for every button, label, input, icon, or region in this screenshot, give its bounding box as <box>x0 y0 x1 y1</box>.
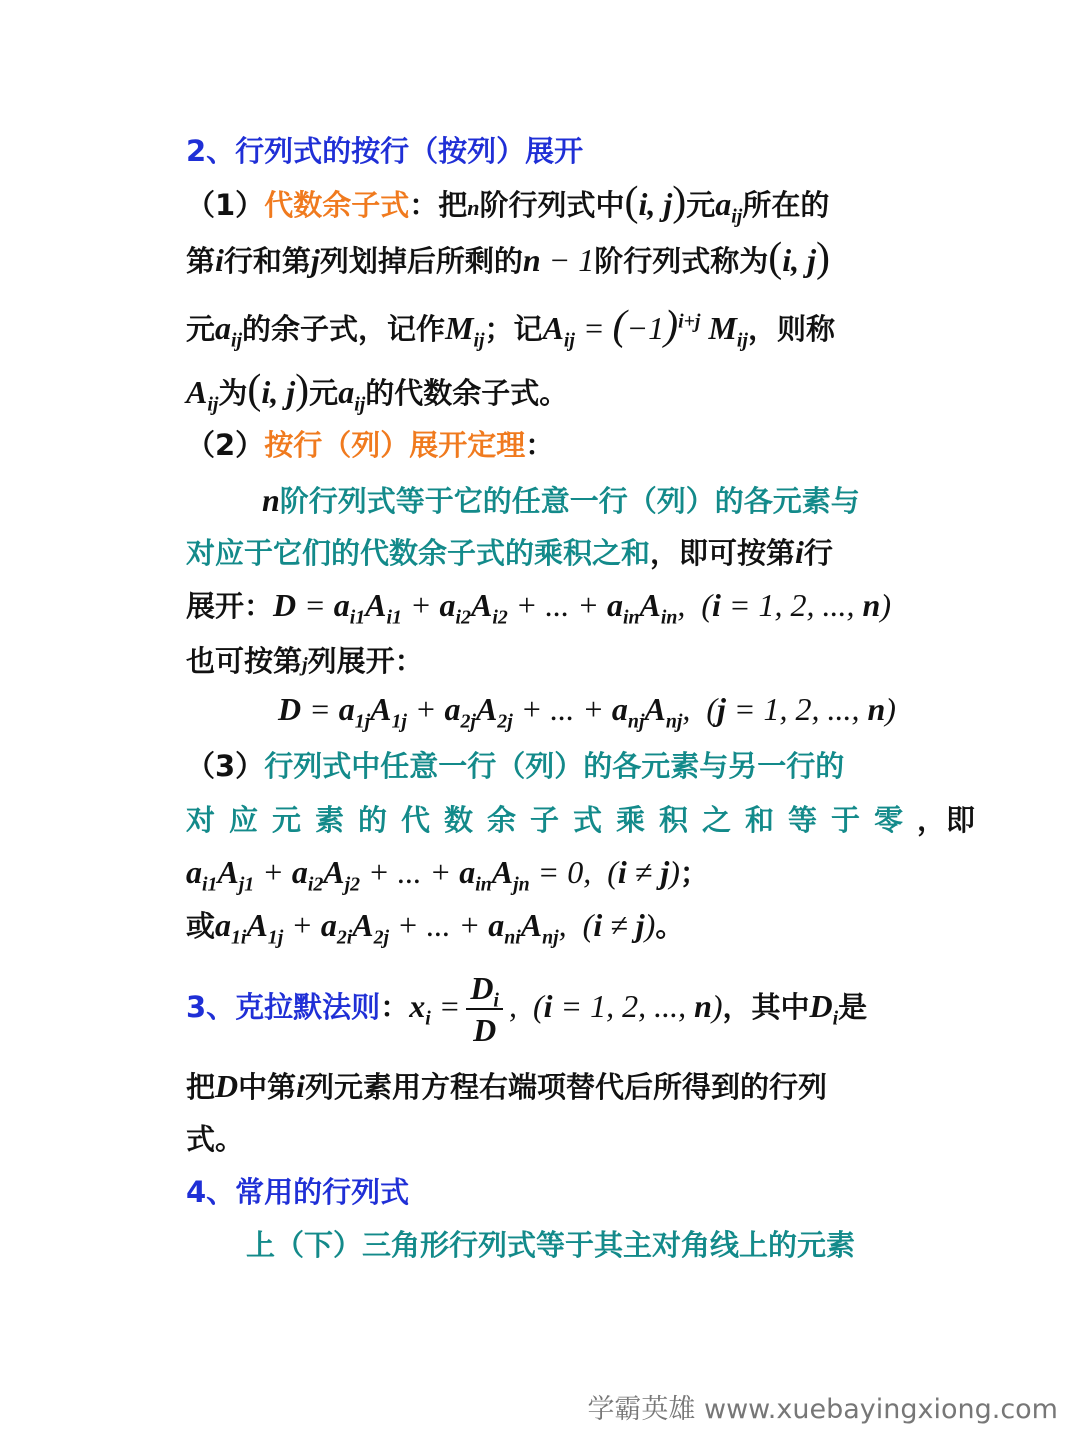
math-i: i <box>296 1068 306 1104</box>
item-number: （1） <box>186 188 265 222</box>
text: ；记 <box>484 312 543 346</box>
math-paren: ) <box>295 367 310 413</box>
cofactor-definition-line-4 <box>186 367 894 416</box>
zero-sum-line-3 <box>186 852 894 896</box>
item-number: （2） <box>186 428 265 462</box>
math-D: D <box>215 1068 239 1104</box>
math-paren: ) <box>672 179 687 225</box>
text: 列划掉后所剩的 <box>319 244 523 278</box>
cramer-rule-line-3: 式。 <box>186 1122 245 1156</box>
section-3-heading: 3、克拉默法则 <box>186 990 381 1024</box>
theorem-line-1 <box>262 480 894 521</box>
math-A-ij: $A_{ij}$ <box>186 374 219 416</box>
math-a-ij: $a_{ij}$ <box>715 186 743 228</box>
term-expansion-theorem: 按行（列）展开定理 <box>264 428 526 462</box>
math-D-i: $D_i$ <box>809 988 839 1030</box>
text: ： <box>525 428 555 462</box>
text: 阶行列式等于它的任意一行（列）的各元素与 <box>279 484 860 518</box>
math-a-ij: $a_{ij}$ <box>215 310 243 352</box>
text: 是 <box>838 990 868 1024</box>
math-i: i <box>215 242 224 278</box>
text: 。 <box>655 909 685 943</box>
math-zero-column-sum: $a_{1i}A_{1j} + a_{2i}A_{2j}$ + ... + $a_{ni}A_{nj}$, (i ≠ j) <box>215 907 656 949</box>
theorem-line-2 <box>186 532 894 573</box>
math-M-ij: $M_{ij}$ <box>445 310 485 352</box>
text: ：把 <box>409 188 468 222</box>
text: ，其中 <box>722 990 810 1024</box>
text: ，即可按第 <box>650 536 796 570</box>
text: 为 <box>218 376 248 410</box>
section-4-heading: 4、常用的行列式 <box>186 1175 410 1209</box>
math-range: , (i = 1, 2, ..., n) <box>508 988 723 1024</box>
text: ； <box>679 856 709 890</box>
text: 第 <box>186 244 216 278</box>
math-ij: i, j <box>261 374 296 410</box>
text: 元 <box>309 376 339 410</box>
cofactor-definition-line-3 <box>186 303 894 352</box>
text: ，则称 <box>747 312 835 346</box>
zero-sum-line-4 <box>186 905 894 949</box>
math-ij: i, j <box>638 186 673 222</box>
math-i: i <box>795 534 804 570</box>
math-j: j <box>302 654 308 676</box>
term-cofactor: 代数余子式 <box>264 188 410 222</box>
zero-sum-line-2 <box>186 800 976 840</box>
text: 阶行列式称为 <box>594 244 769 278</box>
text: 行列式中任意一行（列）的各元素与另一行的 <box>264 749 845 783</box>
math-zero-row-sum: $a_{i1}A_{j1} + a_{i2}A_{j2}$ + ... + $a_{in}A_{jn} = 0$, (i ≠ j) <box>186 854 680 896</box>
text: 把 <box>186 1070 216 1104</box>
math-n: n <box>467 195 480 220</box>
text: 列展开： <box>307 644 424 678</box>
text: 或 <box>186 909 216 943</box>
column-expansion-formula <box>278 689 896 733</box>
cramer-rule-line-1 <box>186 966 894 1050</box>
text: 行 <box>803 536 833 570</box>
math-paren: ( <box>768 235 783 281</box>
math-paren: ( <box>247 367 262 413</box>
math-j: j <box>310 242 320 278</box>
text: ： <box>380 990 410 1024</box>
text: ，即 <box>917 803 976 837</box>
theorem-line-4 <box>186 641 894 685</box>
item-number: （3） <box>186 749 265 783</box>
section-2-heading: 2、行列式的按行（按列）展开 <box>186 134 584 168</box>
text: 也可按第 <box>186 644 303 678</box>
math-paren: ) <box>816 235 831 281</box>
text: 元 <box>686 188 716 222</box>
cramer-rule-line-2 <box>186 1066 894 1107</box>
triangular-line-1: 上（下）三角形行列式等于其主对角线上的元素 <box>246 1228 856 1262</box>
text: 所在的 <box>742 188 830 222</box>
text: 对应于它们的代数余子式的乘积之和 <box>186 536 651 570</box>
text: 的余子式，记作 <box>242 312 446 346</box>
text: 列元素用方程右端项替代后所得到的行列 <box>305 1070 828 1104</box>
math-n: n <box>262 482 280 518</box>
text: 行和第 <box>223 244 311 278</box>
text: 元 <box>186 312 216 346</box>
text: 阶行列式中 <box>479 188 625 222</box>
zero-sum-line-1 <box>186 746 894 786</box>
footer-watermark: 学霸英雄 www.xuebayingxiong.com <box>587 1394 1058 1425</box>
expansion-theorem-heading <box>186 425 894 465</box>
math-fraction-Di-over-D: $\frac{D_i}{D}$ <box>466 968 503 1050</box>
math-n-minus-1: n − 1 <box>522 242 595 278</box>
math-x-i: $x_i$ = <box>409 988 461 1030</box>
text: 中第 <box>238 1070 297 1104</box>
math-a-ij: $a_{ij}$ <box>338 374 366 416</box>
math-row-expansion: $D = a_{i1}A_{i1} + a_{i2}A_{i2}$ + ... + $a_{in}A_{in}$, (i = 1, 2, ..., n) <box>273 587 891 629</box>
text: 的代数余子式。 <box>365 376 569 410</box>
math-ij: i, j <box>782 242 817 278</box>
cofactor-definition-line-1 <box>186 179 894 228</box>
math-paren: ( <box>624 179 639 225</box>
cofactor-definition-line-2 <box>186 235 894 281</box>
math-cofactor-formula: $A_{ij} = (-1)^{i+j}$ $M_{ij}$ <box>542 303 748 352</box>
text: 展开： <box>186 589 274 623</box>
math-column-expansion: $D = a_{1j}A_{1j} + a_{2j}A_{2j}$ + ... + $a_{nj}A_{nj}$, (j = 1, 2, ..., n) <box>278 691 896 733</box>
text: 对应元素的代数余子式乘积之和等于零 <box>186 803 918 837</box>
theorem-line-3 <box>186 585 894 629</box>
